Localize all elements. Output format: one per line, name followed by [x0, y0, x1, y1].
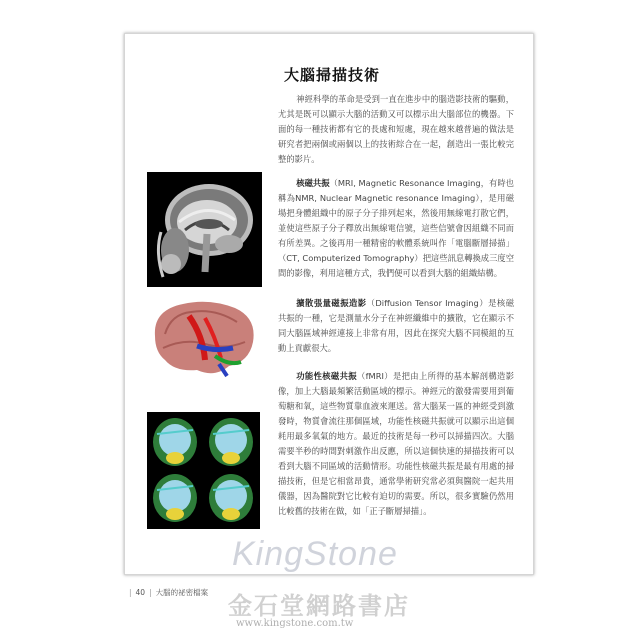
dti-brain-image	[145, 296, 261, 380]
kingstone-url-watermark: www.kingstone.com.tw	[236, 618, 354, 629]
dti-paragraph	[278, 296, 514, 356]
fmri-text: （fMRI）是把由上所得的基本解剖構造影像，加上大腦最頻繁活動區域的標示。神經元的激發需要用到葡萄糖和氧，這些物質靠血液來運送。當大腦某一區的神經受到激發時，物質會流往那個區域，功能性核磁共振就可以顯示出這個耗用最多氧氣的地方。最近的技術是每一秒可以掃描四次。大腦需要半秒的時間對刺激作出反應，所以這個快速的掃描技術可以看到大腦不同區域的活動情形。功能性核磁共振是最有用處的掃描技術，但是它相當昂貴，通常學術研究常必須與醫院一起共用儀器，因為醫院對它比較有迫切的需要。所以，很多實驗仍然用比較舊的技術在做，如「正子斷層掃描」。	[278, 371, 514, 516]
mri-text: （MRI, Magnetic Resonance Imaging，有時也稱為NMR, Nuclear Magnetic resonance Imaging），是用磁場把身體組織中的原子分子排列起來，然後用無線電打散它們，並使這些原子分子釋放出無線電信號，這些信號會因組織不同而有所差異。之後再用一種精密的軟體系統叫作「電腦斷層掃描」（CT, Computerized Tomography）把這些訊息轉換成三度空間的影像，利用這種方式，我們便可以看到大腦的組織結構。	[278, 178, 514, 278]
dti-text: （Diffusion Tensor Imaging）是核磁共振的一種，它是測量水分子在神經纖維中的擴散，它在顯示不同大腦區域神經連接上非常有用，因此在探究大腦不同模組的互動上貢獻很大。	[278, 298, 514, 353]
mri-paragraph	[278, 176, 514, 281]
fmri-paragraph	[278, 369, 514, 519]
page-folio	[129, 587, 208, 598]
folio-divider: |	[129, 588, 132, 597]
book-page	[124, 33, 534, 597]
mri-term: 核磁共振	[296, 178, 330, 188]
dti-term: 擴散張量磁振造影	[296, 298, 367, 308]
fmri-scans-image	[147, 412, 260, 529]
mri-scan-image	[147, 172, 262, 287]
kingstone-watermark: KingStone	[232, 535, 398, 573]
book-title: 大腦的祕密檔案	[155, 588, 209, 597]
kingstone-chinese-watermark: 金石堂網路書店	[228, 591, 410, 620]
page-title: 大腦掃描技術	[284, 66, 381, 84]
page-number: 40	[135, 588, 146, 597]
intro-paragraph: 神經科學的革命是受到一直在進步中的腦造影技術的驅動，尤其是既可以顯示大腦的活動又可以標示出大腦部位的機器。下面的每一種技術都有它的長處和短處，現在越來越普遍的做法是研究者把兩個或兩個以上的技術綜合在一起，創造出一張比較完整的影片。	[278, 94, 514, 164]
fmri-term: 功能性核磁共振	[296, 371, 357, 381]
folio-divider: |	[149, 588, 152, 597]
